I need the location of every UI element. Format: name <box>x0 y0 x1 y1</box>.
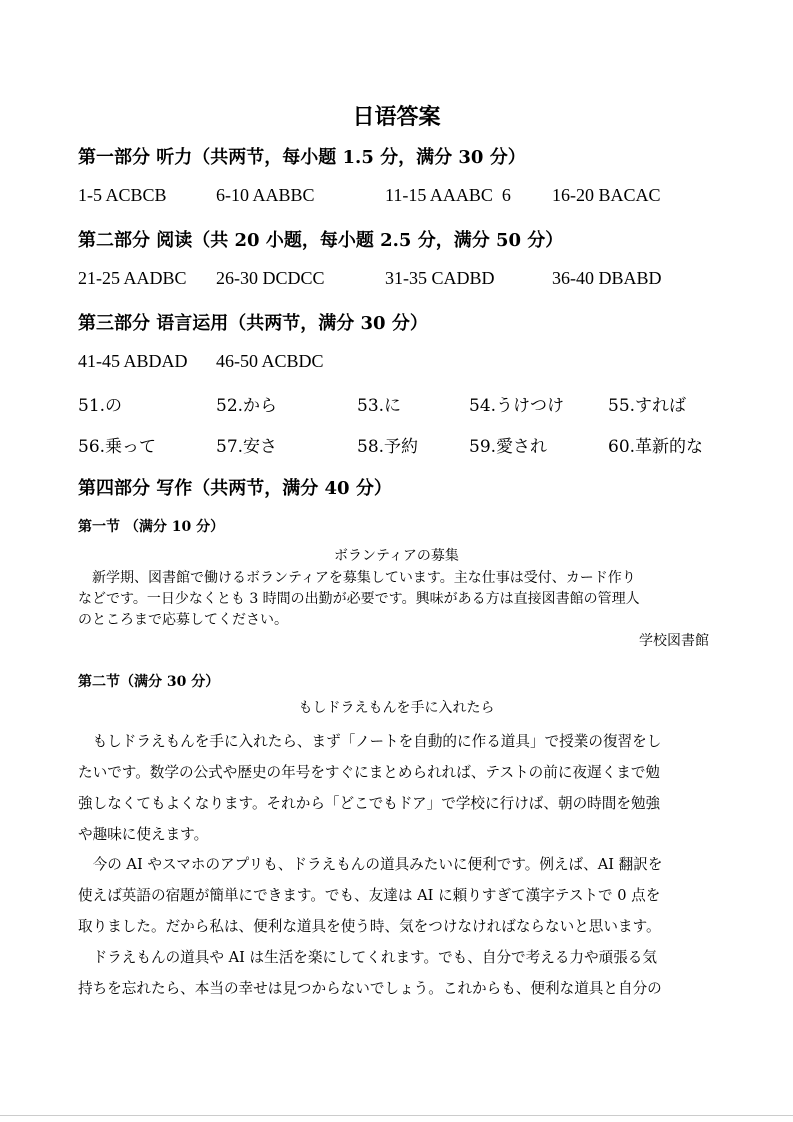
answer-group: 6-10 AABBC <box>216 185 315 205</box>
answer-group: 11-15 AAABC 6 <box>385 185 511 205</box>
answer-group: 21-25 AADBC <box>78 268 187 288</box>
essay2-line: 使えば英語の宿題が簡単にできます。でも、友達は AI に頼りすぎて漢字テストで 0 点を <box>78 887 661 904</box>
fill-answer: 59.愛され <box>469 437 548 457</box>
essay2-line: もしドラえもんを手に入れたら、まず「ノートを自動的に作る道具」で授業の復習をし <box>78 733 662 750</box>
essay1-line: などです。一日少なくとも 3 時間の出勤が必要です。興味がある方は直接図書館の管理人 <box>78 591 640 607</box>
essay2-line: ドラえもんの道具や AI は生活を楽にしてくれます。でも、自分で考える力や頑張る気 <box>78 949 657 966</box>
part3-heading: 第三部分 语言运用（共两节，满分 30 分） <box>78 313 428 334</box>
essay1-line: のところまで応募してください。 <box>78 612 288 628</box>
part2-heading: 第二部分 阅读（共 20 小题，每小题 2.5 分，满分 50 分） <box>78 230 564 251</box>
answer-group: 46-50 ACBDC <box>216 351 324 371</box>
answer-group: 31-35 CADBD <box>385 268 495 288</box>
fill-answer: 55.すれば <box>608 396 687 416</box>
essay2-title: もしドラえもんを手に入れたら <box>298 700 495 716</box>
essay2-line: 強しなくてもよくなります。それから「どこでもドア」で学校に行けば、朝の時間を勉強 <box>78 795 661 812</box>
section1-heading: 第一节 （满分 10 分） <box>78 519 225 535</box>
essay2-line: 取りました。だから私は、便利な道具を使う時、気をつけなければならないと思います。 <box>78 918 661 935</box>
essay1-line: 新学期、図書館で働けるボランティアを募集しています。主な仕事は受付、カード作り <box>78 570 636 586</box>
answer-group: 26-30 DCDCC <box>216 268 325 288</box>
fill-answer: 60.革新的な <box>608 437 704 457</box>
answer-group: 36-40 DBABD <box>552 268 662 288</box>
essay2-line: たいです。数学の公式や歴史の年号をすぐにまとめられれば、テストの前に夜遅くまで勉 <box>78 764 661 781</box>
essay1-title: ボランティアの募集 <box>334 548 459 564</box>
fill-answer: 54.うけつけ <box>469 396 565 416</box>
fill-answer: 53.に <box>357 396 402 416</box>
fill-answer: 56.乗って <box>78 437 157 457</box>
essay1-signature: 学校図書館 <box>639 633 709 649</box>
part4-heading: 第四部分 写作（共两节，满分 40 分） <box>78 478 392 499</box>
answer-group: 41-45 ABDAD <box>78 351 188 371</box>
essay2-line: 今の AI やスマホのアプリも、ドラえもんの道具みたいに便利です。例えば、AI 翻訳を <box>78 856 663 873</box>
essay2-line: 持ちを忘れたら、本当の幸せは見つからないでしょう。これからも、便利な道具と自分の <box>78 980 662 997</box>
fill-answer: 51.の <box>78 396 123 416</box>
part1-heading: 第一部分 听力（共两节，每小题 1.5 分，满分 30 分） <box>78 147 526 168</box>
page-title: 日语答案 <box>352 104 441 130</box>
section2-heading: 第二节（满分 30 分） <box>78 674 220 690</box>
fill-answer: 57.安さ <box>216 437 278 457</box>
fill-answer: 58.予約 <box>357 437 419 457</box>
answer-group: 1-5 ACBCB <box>78 185 167 205</box>
essay2-line: や趣味に使えます。 <box>78 826 209 843</box>
page-bottom-divider <box>0 1115 793 1116</box>
answer-group: 16-20 BACAC <box>552 185 661 205</box>
fill-answer: 52.から <box>216 396 278 416</box>
